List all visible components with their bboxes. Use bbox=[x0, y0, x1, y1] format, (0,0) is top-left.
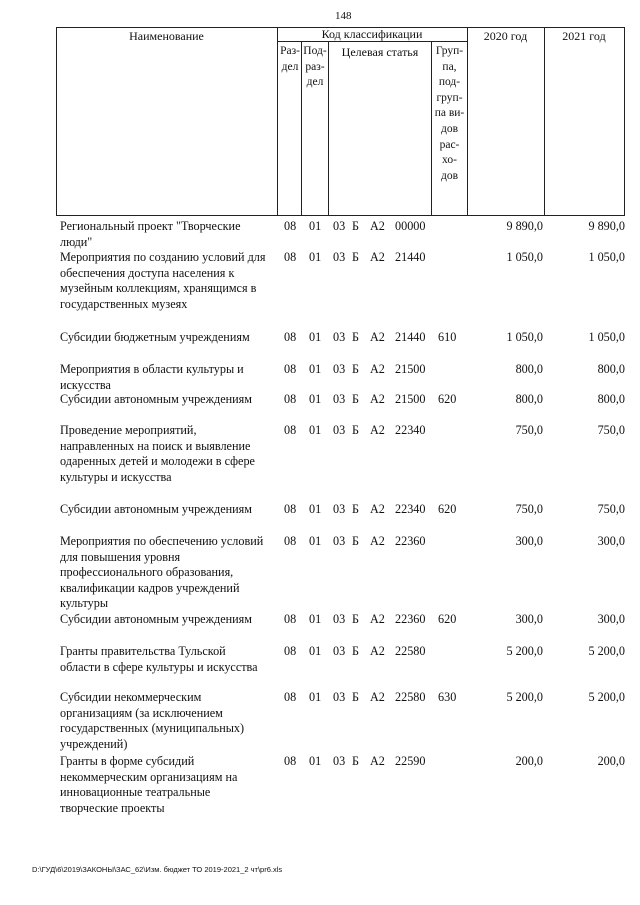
row-cell: 200,0 bbox=[597, 754, 625, 768]
header-year-2020: 2020 год bbox=[483, 29, 528, 43]
row-cell: 08 bbox=[284, 330, 297, 344]
row-cell: 300,0 bbox=[597, 534, 625, 548]
row-name bbox=[60, 250, 278, 312]
row-cell: 21440 bbox=[395, 330, 426, 344]
row-cell: А2 bbox=[370, 250, 385, 264]
row-cell: Б bbox=[352, 423, 359, 437]
row-name-line: обеспечения доступа населения к bbox=[60, 265, 235, 280]
row-name-line: Региональный проект "Творческие bbox=[60, 219, 241, 233]
row-name-line: Гранты в форме субсидий bbox=[60, 754, 195, 768]
row-cell: 03 bbox=[333, 754, 346, 768]
header-statya: Целевая статья bbox=[341, 45, 419, 59]
row-cell: А2 bbox=[370, 690, 385, 704]
row-name-line: для повышения уровня bbox=[60, 549, 181, 564]
header-razdel: Раз- дел bbox=[280, 45, 300, 73]
row-cell: Б bbox=[352, 502, 359, 516]
row-cell: 21500 bbox=[395, 392, 426, 406]
row-name-line: Субсидии автономным учреждениям bbox=[60, 502, 252, 516]
row-cell: 750,0 bbox=[515, 502, 543, 516]
row-cell: 1 050,0 bbox=[506, 250, 543, 264]
row-cell: 08 bbox=[284, 219, 297, 233]
row-cell: 800,0 bbox=[515, 392, 543, 406]
row-cell: А2 bbox=[370, 754, 385, 768]
row-cell: 620 bbox=[438, 502, 457, 516]
row-cell: 01 bbox=[309, 330, 322, 344]
row-cell: 01 bbox=[309, 502, 322, 516]
row-cell: 300,0 bbox=[515, 612, 543, 626]
row-cell: 5 200,0 bbox=[588, 644, 625, 658]
row-cell: 750,0 bbox=[597, 423, 625, 437]
row-name-line: искусства bbox=[60, 377, 111, 392]
row-cell: 1 050,0 bbox=[506, 330, 543, 344]
row-name bbox=[60, 219, 278, 250]
row-cell: 03 bbox=[333, 330, 346, 344]
row-cell: 03 bbox=[333, 502, 346, 516]
row-name bbox=[60, 392, 278, 408]
row-name-line: люди" bbox=[60, 234, 93, 249]
row-cell: 750,0 bbox=[597, 502, 625, 516]
row-cell: 800,0 bbox=[597, 392, 625, 406]
row-cell: 21500 bbox=[395, 362, 426, 376]
row-cell: 03 bbox=[333, 250, 346, 264]
row-name bbox=[60, 362, 278, 393]
file-path-footer: D:\ГУД\6\2019\ЗАКОНЫ\ЗАС_62\Изм. бюджет ТО 2019-2021_2 чт\pr6.xls bbox=[32, 865, 283, 874]
row-cell: 08 bbox=[284, 362, 297, 376]
row-cell: 08 bbox=[284, 250, 297, 264]
row-cell: 01 bbox=[309, 219, 322, 233]
row-name-line: учреждений) bbox=[60, 736, 128, 751]
row-cell: 1 050,0 bbox=[588, 330, 625, 344]
row-name-line: Проведение мероприятий, bbox=[60, 423, 197, 437]
row-cell: 22580 bbox=[395, 690, 426, 704]
row-cell: Б bbox=[352, 219, 359, 233]
row-cell: 630 bbox=[438, 690, 457, 704]
row-cell: 08 bbox=[284, 644, 297, 658]
row-cell: 08 bbox=[284, 392, 297, 406]
row-cell: 1 050,0 bbox=[588, 250, 625, 264]
row-cell: 01 bbox=[309, 644, 322, 658]
row-cell: 9 890,0 bbox=[506, 219, 543, 233]
row-name bbox=[60, 423, 278, 485]
row-cell: 01 bbox=[309, 423, 322, 437]
row-cell: 22360 bbox=[395, 534, 426, 548]
row-cell: Б bbox=[352, 690, 359, 704]
row-cell: А2 bbox=[370, 423, 385, 437]
row-cell: А2 bbox=[370, 392, 385, 406]
row-cell: 620 bbox=[438, 612, 457, 626]
row-cell: Б bbox=[352, 362, 359, 376]
row-cell: 08 bbox=[284, 423, 297, 437]
row-cell: 03 bbox=[333, 423, 346, 437]
row-cell: 5 200,0 bbox=[506, 690, 543, 704]
row-name-line: музейным коллекциям, хранящимся в bbox=[60, 281, 257, 296]
row-cell: 01 bbox=[309, 362, 322, 376]
row-name-line: некоммерческим организациям на bbox=[60, 769, 238, 784]
row-cell: 01 bbox=[309, 534, 322, 548]
row-cell: 750,0 bbox=[515, 423, 543, 437]
row-cell: 22340 bbox=[395, 502, 426, 516]
row-name-line: государственных (муниципальных) bbox=[60, 721, 245, 736]
row-cell: 22340 bbox=[395, 423, 426, 437]
row-cell: А2 bbox=[370, 362, 385, 376]
row-name-line: области в сфере культуры и искусства bbox=[60, 659, 258, 674]
row-name-line: направленных на поиск и выявление bbox=[60, 438, 251, 453]
row-name bbox=[60, 644, 278, 675]
page-number: 148 bbox=[335, 10, 352, 22]
row-cell: 200,0 bbox=[515, 754, 543, 768]
row-cell: 21440 bbox=[395, 250, 426, 264]
row-name bbox=[60, 330, 278, 346]
row-name-line: Мероприятия по созданию условий для bbox=[60, 250, 266, 264]
row-cell: А2 bbox=[370, 612, 385, 626]
row-cell: 5 200,0 bbox=[506, 644, 543, 658]
row-cell: 800,0 bbox=[597, 362, 625, 376]
row-name-line: одаренных детей и молодежи в сфере bbox=[60, 454, 255, 469]
row-cell: 08 bbox=[284, 754, 297, 768]
row-name bbox=[60, 754, 278, 816]
row-cell: 01 bbox=[309, 612, 322, 626]
row-name-line: организациям (за исключением bbox=[60, 705, 223, 720]
row-cell: Б bbox=[352, 754, 359, 768]
row-name bbox=[60, 502, 278, 518]
row-name-line: Мероприятия в области культуры и bbox=[60, 362, 244, 376]
row-cell: 03 bbox=[333, 534, 346, 548]
row-name-line: Субсидии автономным учреждениям bbox=[60, 392, 252, 406]
row-name-line: Гранты правительства Тульской bbox=[60, 644, 226, 658]
row-cell: 620 bbox=[438, 392, 457, 406]
row-name-line: творческие проекты bbox=[60, 800, 165, 815]
row-cell: 300,0 bbox=[597, 612, 625, 626]
row-name-line: культуры и искусства bbox=[60, 469, 172, 484]
row-cell: Б bbox=[352, 250, 359, 264]
row-cell: 610 bbox=[438, 330, 457, 344]
row-cell: 03 bbox=[333, 362, 346, 376]
row-name-line: квалификации кадров учреждений bbox=[60, 580, 240, 595]
row-cell: А2 bbox=[370, 330, 385, 344]
row-cell: А2 bbox=[370, 534, 385, 548]
row-cell: 03 bbox=[333, 392, 346, 406]
row-cell: 08 bbox=[284, 534, 297, 548]
row-cell: 01 bbox=[309, 754, 322, 768]
row-cell: Б bbox=[352, 644, 359, 658]
row-name-line: Субсидии некоммерческим bbox=[60, 690, 202, 704]
row-cell: 9 890,0 bbox=[588, 219, 625, 233]
row-cell: 01 bbox=[309, 690, 322, 704]
row-cell: Б bbox=[352, 392, 359, 406]
row-cell: 300,0 bbox=[515, 534, 543, 548]
row-cell: 03 bbox=[333, 690, 346, 704]
row-cell: 22360 bbox=[395, 612, 426, 626]
row-cell: 08 bbox=[284, 612, 297, 626]
row-cell: 800,0 bbox=[515, 362, 543, 376]
row-cell: А2 bbox=[370, 219, 385, 233]
row-cell: А2 bbox=[370, 502, 385, 516]
header-podrazdel: Под- раз- дел bbox=[303, 45, 327, 89]
row-cell: 03 bbox=[333, 612, 346, 626]
row-cell: 22590 bbox=[395, 754, 426, 768]
row-name-line: инновационные театральные bbox=[60, 785, 211, 800]
row-cell: Б bbox=[352, 534, 359, 548]
row-cell: 5 200,0 bbox=[588, 690, 625, 704]
row-name-line: государственных музеях bbox=[60, 296, 188, 311]
row-cell: 01 bbox=[309, 392, 322, 406]
row-name-line: культуры bbox=[60, 596, 109, 611]
row-cell: 08 bbox=[284, 690, 297, 704]
row-cell: 00000 bbox=[395, 219, 426, 233]
table-header bbox=[56, 27, 625, 216]
row-name-line: Субсидии бюджетным учреждениям bbox=[60, 330, 250, 344]
row-cell: Б bbox=[352, 330, 359, 344]
row-name bbox=[60, 534, 278, 612]
row-cell: 22580 bbox=[395, 644, 426, 658]
header-code: Код классификации bbox=[321, 27, 423, 41]
header-year-2021: 2021 год bbox=[562, 29, 606, 43]
row-name-line: Субсидии автономным учреждениям bbox=[60, 612, 252, 626]
header-gruppa: Груп- па, под- груп- па ви- дов рас- хо- дов bbox=[434, 45, 465, 182]
row-name bbox=[60, 612, 278, 628]
row-name-line: Мероприятия по обеспечению условий bbox=[60, 534, 264, 548]
row-name-line: профессионального образования, bbox=[60, 565, 234, 580]
row-cell: 03 bbox=[333, 219, 346, 233]
row-name bbox=[60, 690, 278, 752]
header-name: Наименование bbox=[129, 29, 204, 43]
row-cell: 03 bbox=[333, 644, 346, 658]
row-cell: 08 bbox=[284, 502, 297, 516]
row-cell: 01 bbox=[309, 250, 322, 264]
row-cell: А2 bbox=[370, 644, 385, 658]
row-cell: Б bbox=[352, 612, 359, 626]
